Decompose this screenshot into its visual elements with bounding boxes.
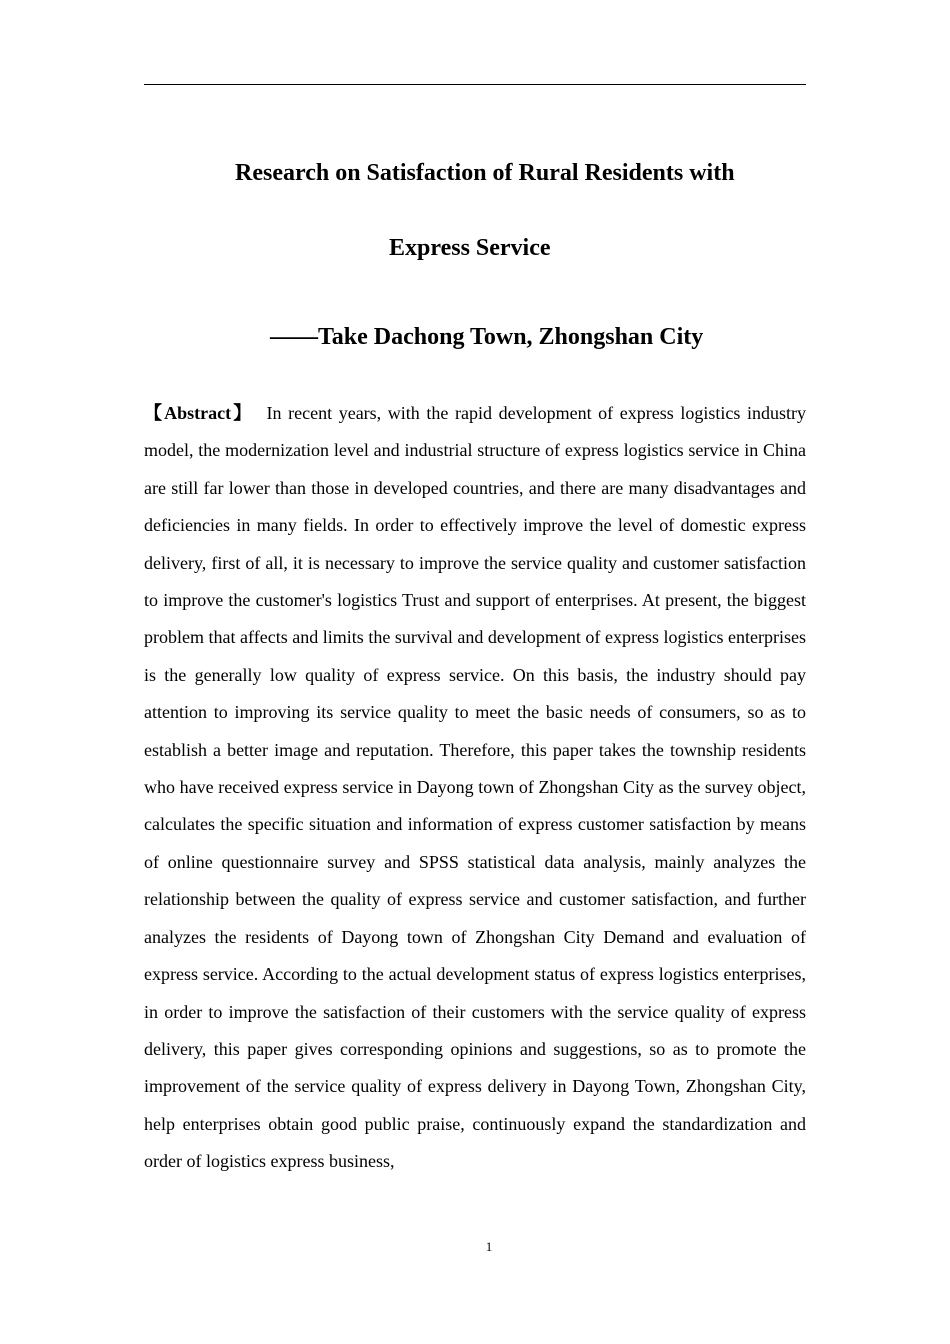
header-rule [144,84,806,85]
page-number: 1 [485,1239,493,1254]
paper-title-line-2: Express Service [389,235,551,261]
abstract-label: 【Abstract】 [144,403,254,423]
paper-subtitle: ——Take Dachong Town, Zhongshan City [270,324,704,350]
abstract-paragraph [144,395,806,1181]
abstract-text: In recent years, with the rapid development of express logistics industry model, the modernization level and industrial structure of express logistics service in China are still far lower than those in developed countries, and there are many disadvantages and deficiencies in many fields. In order to effectively improve the level of domestic express delivery, first of all, it is necessary to improve the service quality and customer satisfaction to improve the customer's logistics Trust and support of enterprises. At present, the biggest problem that affects and limits the survival and development of express logistics enterprises is the generally low quality of express service. On this basis, the industry should pay attention to improving its service quality to meet the basic needs of consumers, so as to establish a better image and reputation. Therefore, this paper takes the township residents who have received express service in Dayong town of Zhongshan City as the survey object, calculates the specific situation and information of express customer satisfaction by means of online questionnaire survey and SPSS statistical data analysis, mainly analyzes the relationship between the quality of express service and customer satisfaction, and further analyzes the residents of Dayong town of Zhongshan City Demand and evaluation of express service. According to the actual development status of express logistics enterprises, in order to improve the satisfaction of their customers with the service quality of express delivery, this paper gives corresponding opinions and suggestions, so as to promote the improvement of the service quality of express delivery in Dayong Town, Zhongshan City, help enterprises obtain good public praise, continuously expand the standardization and order of logistics express business, [144,403,806,1172]
paper-title-line-1: Research on Satisfaction of Rural Residents with [235,160,735,186]
